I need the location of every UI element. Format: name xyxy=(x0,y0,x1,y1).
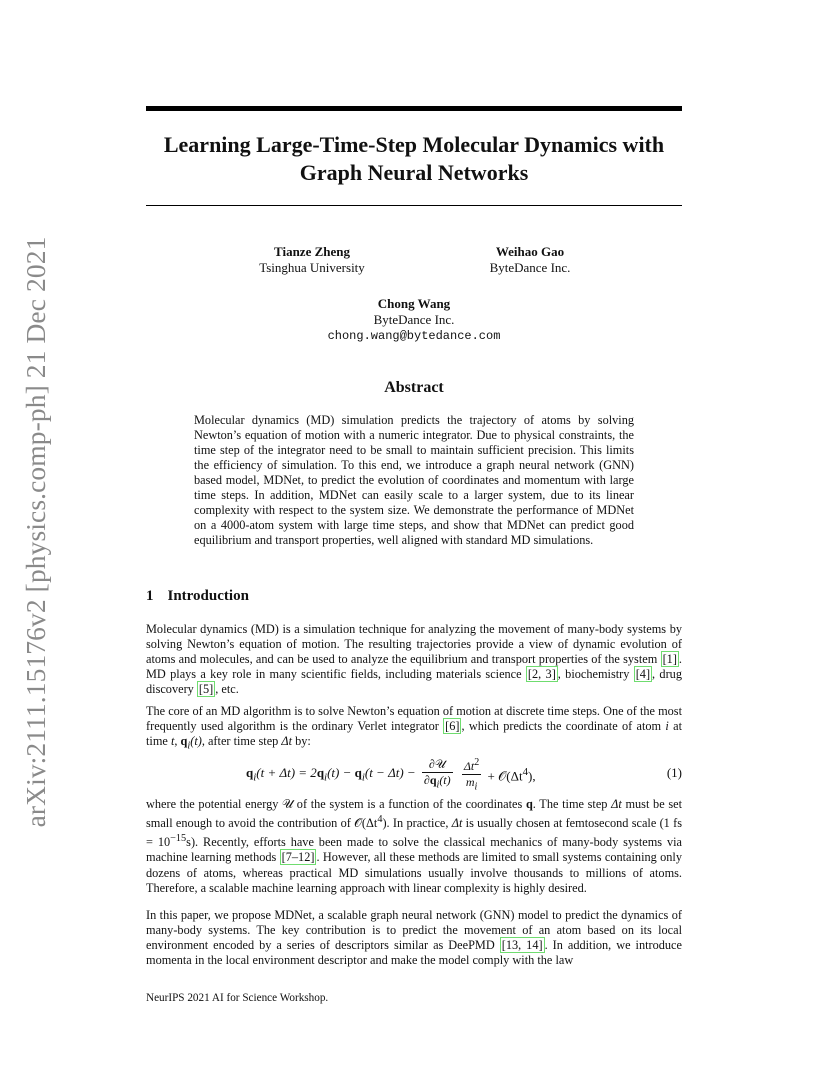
math-var: (t) xyxy=(190,734,202,749)
paper-title xyxy=(146,131,682,187)
math-var: q xyxy=(246,765,254,781)
author-name: Tianze Zheng xyxy=(274,244,350,259)
arxiv-identifier: arXiv:2111.15176v2 [physics.comp-ph] 21 Dec 2021 xyxy=(20,236,51,828)
text-run: In this paper, we propose MDNet, a scalable graph neural network (GNN) model to predict the dynamics of many-body systems. The key contribution is to predict the movement of an atom based on its local environment encoded by a series of descriptors similar as DeePMD xyxy=(146,908,682,953)
math-var: 𝒰 xyxy=(282,797,294,811)
citation-link[interactable]: [7–12] xyxy=(281,850,315,865)
math-sub: i xyxy=(361,772,365,784)
fraction-timestep-mass xyxy=(462,755,481,794)
author-affiliation: ByteDance Inc. xyxy=(489,260,571,275)
fraction-numerator: ∂𝒰 xyxy=(422,757,453,773)
title-bottom-rule xyxy=(146,205,682,206)
text-run: Molecular dynamics (MD) is a simulation technique for analyzing the movement of many-body systems by solving Newton’s equation of motion. The resulting trajectories provide a view of dynamic evolution of atoms and molecules, and can be used to analyze the equilibrium and transport properties of the system xyxy=(146,622,682,667)
intro-paragraph-4 xyxy=(146,908,682,968)
citation-link[interactable]: [6] xyxy=(445,719,460,734)
math-sub: i xyxy=(187,740,191,752)
author-block-1 xyxy=(232,244,392,276)
title-top-rule xyxy=(146,106,682,111)
text-run: , xyxy=(174,734,181,749)
abstract-heading: Abstract xyxy=(384,379,444,396)
arxiv-sidebar-stamp xyxy=(14,232,58,832)
fraction-potential-gradient xyxy=(422,757,453,792)
text-run: . In addition, we introduce momenta in the local environment descriptor and make the model comply with the law xyxy=(146,938,682,968)
text-run: where the potential energy xyxy=(146,797,283,811)
author-affiliation: Tsinghua University xyxy=(259,260,365,275)
title-line-2: Graph Neural Networks xyxy=(299,160,529,185)
math-term: + 𝒪(Δt xyxy=(487,767,523,783)
math-var: i xyxy=(665,719,669,734)
math-var: q xyxy=(316,765,325,781)
math-var: (t − Δt) − xyxy=(364,765,416,781)
math-sub: i xyxy=(324,772,328,784)
intro-paragraph-3 xyxy=(146,797,682,896)
math-var: Δt xyxy=(281,734,293,749)
text-run: . However, all these methods are limited to small systems containing only dozens of atoms, whereas practical MD simulations usually involve thousands to millions of atoms. Therefore, a scalable machine learning approach with linear complexity is highly desired. xyxy=(146,850,682,895)
text-run: at time xyxy=(146,719,682,749)
math-var: Δt xyxy=(611,797,622,811)
author-email[interactable]: chong.wang@bytedance.com xyxy=(327,329,501,343)
math-sup: 2 xyxy=(474,757,480,768)
section-heading-introduction xyxy=(146,588,249,605)
math-sub: i xyxy=(436,779,440,791)
math-var: (t) − xyxy=(327,765,355,781)
text-run: ). In practice, xyxy=(382,816,452,831)
math-var: t xyxy=(170,734,175,749)
author-name: Chong Wang xyxy=(377,296,451,311)
text-run: , after time step xyxy=(201,734,282,749)
text-run: by: xyxy=(292,734,311,749)
author-block-2 xyxy=(450,244,610,276)
fraction-denominator: ∂q xyxy=(423,773,437,787)
math-sup: 4 xyxy=(522,765,529,778)
math-var: (t) xyxy=(439,773,451,787)
equation-1 xyxy=(146,755,682,791)
citation-link[interactable]: [1] xyxy=(662,652,677,667)
intro-paragraph-2 xyxy=(146,704,682,754)
citation-link[interactable]: [5] xyxy=(198,682,214,697)
math-term: 𝒪(Δt xyxy=(354,816,378,831)
text-run: . MD plays a key role in many scientific fields, including materials science xyxy=(146,652,682,682)
math-sup: 4 xyxy=(377,814,383,826)
section-number: 1 xyxy=(146,588,154,604)
text-run: must be set small enough to avoid the contribution of xyxy=(146,797,683,831)
math-var: Δt xyxy=(451,816,463,831)
fraction-numerator: Δt xyxy=(463,759,475,773)
math-term: ), xyxy=(528,767,536,783)
author-name: Weihao Gao xyxy=(495,244,565,259)
equation-body xyxy=(246,755,536,794)
abstract-text: Molecular dynamics (MD) simulation predicts the trajectory of atoms by solving Newton’s equation of motion with a numeric integrator. Due to physical constraints, the time step of the integrator need to be small to maintain sufficient precision. This limits the efficiency of simulation. To this end, we introduce a graph neural network (GNN) based model, MDNet, to predict the evolution of coordinates and momentum with large time steps. In addition, MDNet can easily scale to a larger system, due to its linear complexity with respect to the system size. We demonstrate the performance of MDNet on a 4000-atom system with large time steps, and show that MDNet can predict good equilibrium and transport properties, well aligned with standard MD simulations. xyxy=(194,413,634,547)
fraction-denominator: m xyxy=(465,775,475,789)
text-run: is usually chosen at femtosecond scale (1 fs = 10 xyxy=(146,816,682,850)
text-run: of the system is a function of the coordinates xyxy=(293,797,526,811)
section-title: Introduction xyxy=(167,588,249,604)
footer-venue: NeurIPS 2021 AI for Science Workshop. xyxy=(146,992,329,1004)
text-run: s). Recently, efforts have been made to solve the classical mechanics of many-body systems via machine learning methods xyxy=(146,835,682,865)
author-affiliation: ByteDance Inc. xyxy=(373,312,455,327)
intro-paragraph-1 xyxy=(146,622,682,697)
math-sup: −15 xyxy=(170,833,187,845)
author-block-3 xyxy=(300,296,528,344)
text-run: , biochemistry xyxy=(557,667,634,682)
equation-number: (1) xyxy=(666,765,682,780)
math-var: q xyxy=(525,797,533,811)
math-var: (t + Δt) = 2 xyxy=(256,765,317,781)
citation-link[interactable]: [13, 14] xyxy=(501,938,543,953)
text-run: The core of an MD algorithm is to solve Newton’s equation of motion at discrete time steps. One of the most frequently used algorithm is the ordinary Verlet integrator xyxy=(146,704,682,734)
citation-link[interactable]: [2, 3] xyxy=(527,667,556,682)
math-sub: i xyxy=(253,772,257,784)
text-run: . The time step xyxy=(532,797,612,811)
math-var: q xyxy=(180,734,188,749)
text-run: , which predicts the coordinate of atom xyxy=(461,719,666,734)
citation-link[interactable]: [4] xyxy=(635,667,651,682)
title-line-1: Learning Large-Time-Step Molecular Dynamics with xyxy=(163,132,665,157)
math-sub: i xyxy=(474,781,478,793)
text-run: , etc. xyxy=(215,682,239,697)
text-run: , drug discovery xyxy=(146,667,682,697)
math-var: q xyxy=(354,765,362,781)
